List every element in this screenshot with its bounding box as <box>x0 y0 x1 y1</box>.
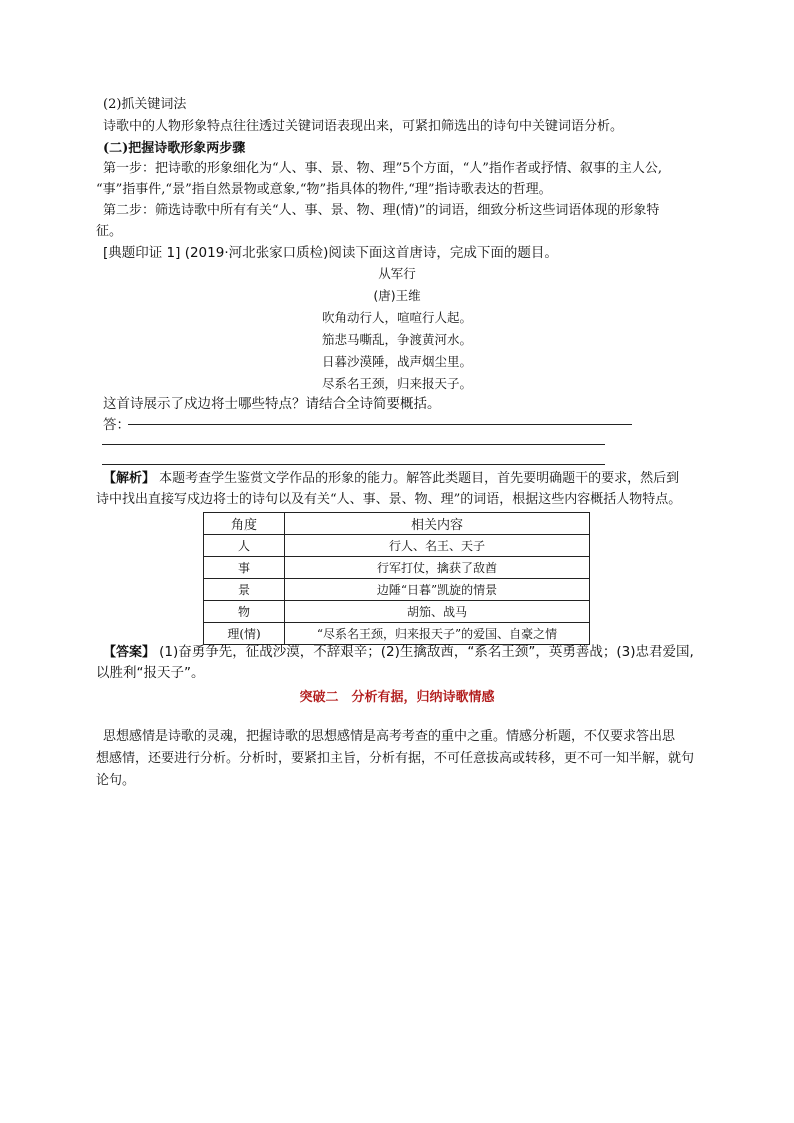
answer-key-label: 【答案】 <box>103 645 156 660</box>
answer-line[interactable] <box>102 444 605 445</box>
sub-heading-keywords: (2)抓关键词法 <box>103 97 187 112</box>
analysis-table <box>203 512 590 645</box>
sub-text: 诗歌中的人物形象特点往往透过关键词语表现出来，可紧扣筛选出的诗句中关键词语分析。 <box>103 119 624 134</box>
section2-para-line1: 思想感情是诗歌的灵魂，把握诗歌的思想感情是高考考查的重中之重。情感分析题，不仅要求答出思 <box>103 729 676 744</box>
answer-line[interactable] <box>102 464 605 465</box>
table-row <box>204 535 590 557</box>
table-header-row <box>204 513 590 535</box>
table-cell: “尽系名王颈，归来报天子”的爱国、自豪之情 <box>285 623 590 645</box>
answer-text: (1)奋勇争先，征战沙漠，不辞艰辛；(2)生擒敌酋，“系名王颈”，英勇善战；(3)忠君爱国, <box>159 644 694 660</box>
answer-line1 <box>103 643 694 662</box>
table-cell: 胡笳、战马 <box>285 601 590 623</box>
analysis-label: 【解析】 <box>103 471 156 486</box>
step1-line2: “事”指事件,“景”指自然景物或意象,“物”指具体的物件,“理”指诗歌表达的哲理。 <box>96 182 552 197</box>
analysis-text: 本题考查学生鉴赏文学作品的形象的能力。解答此类题目，首先要明确题干的要求，然后到 <box>159 471 680 486</box>
poem-line: 吹角动行人，喧喧行人起。 <box>321 310 472 325</box>
question: 这首诗展示了戍边将士哪些特点？请结合全诗简要概括。 <box>103 396 441 412</box>
table-cell: 事 <box>204 557 285 579</box>
step2-line1: 第二步：筛选诗歌中所有有关“人、事、景、物、理(情)”的词语，细致分析这些词语体现的形象特 <box>103 203 660 218</box>
table-row <box>204 601 590 623</box>
section-heading: 突破二 分析有据，归纳诗歌情感 <box>299 690 495 705</box>
table-cell: 理(情) <box>204 623 285 645</box>
table-header-cell: 相关内容 <box>285 513 590 535</box>
step1-line1: 第一步：把诗歌的形象细化为“人、事、景、物、理”5个方面，“人”指作者或抒情、叙事的主人公, <box>103 161 662 176</box>
poem-author: (唐)王维 <box>373 288 421 303</box>
table-row <box>204 557 590 579</box>
table-cell: 物 <box>204 601 285 623</box>
table-cell: 行军打仗，擒获了敌酋 <box>285 557 590 579</box>
table-row <box>204 579 590 601</box>
table-cell: 行人、名王、天子 <box>285 535 590 557</box>
heading-two-steps: (二)把握诗歌形象两步骤 <box>103 141 246 156</box>
poem-title: 从军行 <box>378 266 416 281</box>
table-header-cell: 角度 <box>204 513 285 535</box>
answer-label: 答： <box>103 417 130 433</box>
analysis-line1 <box>103 470 679 488</box>
table-row <box>204 623 590 645</box>
answer-line2: 以胜利“报天子”。 <box>96 665 205 681</box>
section2-para-line2: 想感情，还要进行分析。分析时，要紧扣主旨，分析有据，不可任意拔高或转移，更不可一知半解，就句 <box>96 751 695 766</box>
table-cell: 景 <box>204 579 285 601</box>
analysis-line2: 诗中找出直接写戍边将士的诗句以及有关“人、事、景、物、理”的词语，根据这些内容概括人物特点。 <box>96 492 682 507</box>
table-cell: 人 <box>204 535 285 557</box>
poem-line: 日暮沙漠陲，战声烟尘里。 <box>321 354 472 369</box>
poem-line: 笳悲马嘶乱，争渡黄河水。 <box>321 332 472 347</box>
poem-line: 尽系名王颈，归来报天子。 <box>321 376 472 391</box>
example-intro: [典题印证 1] (2019·河北张家口质检)阅读下面这首唐诗，完成下面的题目。 <box>103 245 558 261</box>
answer-line[interactable] <box>128 424 632 425</box>
table-cell: 边陲“日暮”凯旋的情景 <box>285 579 590 601</box>
step2-line2: 征。 <box>96 224 123 239</box>
section2-para-line3: 论句。 <box>96 773 136 788</box>
